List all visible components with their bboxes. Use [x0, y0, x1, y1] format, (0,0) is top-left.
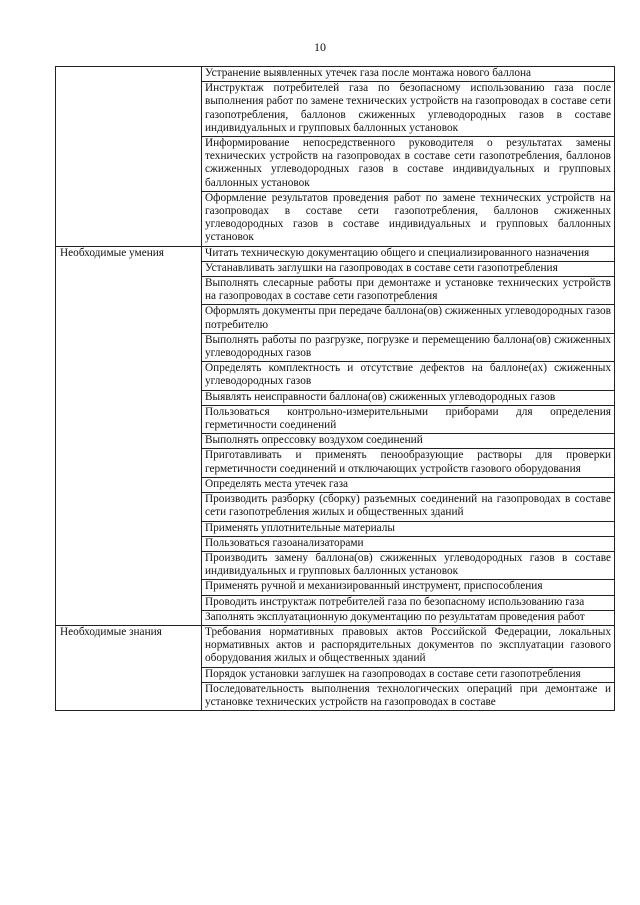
list-item: Оформлять документы при передаче баллона(ов) сжиженных углеводородных газов потребителю	[202, 305, 614, 333]
list-item: Выполнять опрессовку воздухом соединений	[202, 434, 614, 449]
list-item: Пользоваться газоанализаторами	[202, 537, 614, 552]
items-cell	[202, 67, 615, 247]
items-cell	[202, 625, 615, 710]
list-item: Устанавливать заглушки на газопроводах в составе сети газопотребления	[202, 262, 614, 277]
row-label	[56, 67, 202, 247]
table-row	[56, 67, 615, 247]
list-item: Применять уплотнительные материалы	[202, 522, 614, 537]
list-item: Производить замену баллона(ов) сжиженных углеводородных газов в составе индивидуальных и групповых баллонных установок	[202, 552, 614, 580]
page-number: 10	[314, 40, 326, 54]
list-item: Пользоваться контрольно-измерительными приборами для определения герметичности соединений	[202, 406, 614, 434]
list-item: Производить разборку (сборку) разъемных соединений на газопроводах в составе сети газопотребления жилых и общественных зданий	[202, 493, 614, 521]
list-item: Выявлять неисправности баллона(ов) сжиженных углеводородных газов	[202, 391, 614, 406]
list-item: Читать техническую документацию общего и специализированного назначения	[202, 247, 614, 262]
list-item: Оформление результатов проведения работ по замене технических устройств на газопроводах в составе сети газопотребления, баллонов сжиженных углеводородных газов в составе индивидуальных и групповых баллонных установок	[205, 191, 611, 244]
row-label-skills: Необходимые умения	[56, 246, 202, 625]
list-item: Определять места утечек газа	[202, 478, 614, 493]
list-item: Приготавливать и применять пенообразующие растворы для проверки герметичности соединений и отключающих устройств газового оборудования	[202, 449, 614, 477]
list-item: Определять комплектность и отсутствие дефектов на баллоне(ах) сжиженных углеводородных газов	[202, 362, 614, 390]
list-item: Инструктаж потребителей газа по безопасному использованию газа после выполнения работ по замене технических устройств на газопроводах в составе сети газопотребления, баллонов сжиженных углеводородных газов в составе индивидуальных и групповых баллонных установок	[202, 82, 614, 137]
list-item: Информирование непосредственного руководителя о результатах замены технических устройств на газопроводах в составе сети газопотребления, баллонов сжиженных углеводородных газов в составе индивидуальных и групповых баллонных установок	[202, 137, 614, 192]
list-item: Проводить инструктаж потребителей газа по безопасному использованию газа	[202, 596, 614, 611]
row-label-knowledge: Необходимые знания	[56, 625, 202, 710]
table-row	[56, 625, 615, 710]
table-row	[56, 246, 615, 625]
list-item: Выполнять работы по разгрузке, погрузке и перемещению баллона(ов) сжиженных углеводородных газов	[202, 334, 614, 362]
list-item: Требования нормативных правовых актов Российской Федерации, локальных нормативных актов и распорядительных документов по эксплуатации газового оборудования жилых и общественных зданий	[202, 626, 614, 668]
list-item: Выполнять слесарные работы при демонтаже и установке технических устройств на газопроводах в составе сети газопотребления	[202, 277, 614, 305]
items-cell	[202, 246, 615, 625]
list-item: Применять ручной и механизированный инструмент, приспособления	[202, 580, 614, 595]
competency-table	[55, 66, 615, 711]
list-item: Последовательность выполнения технологических операций при демонтаже и установке технических устройств на газопроводах в составе	[205, 682, 611, 708]
list-item: Устранение выявленных утечек газа после монтажа нового баллона	[202, 67, 614, 82]
list-item: Порядок установки заглушек на газопроводах в составе сети газопотребления	[202, 668, 614, 683]
list-item: Заполнять эксплуатационную документацию по результатам проведения работ	[205, 610, 585, 623]
